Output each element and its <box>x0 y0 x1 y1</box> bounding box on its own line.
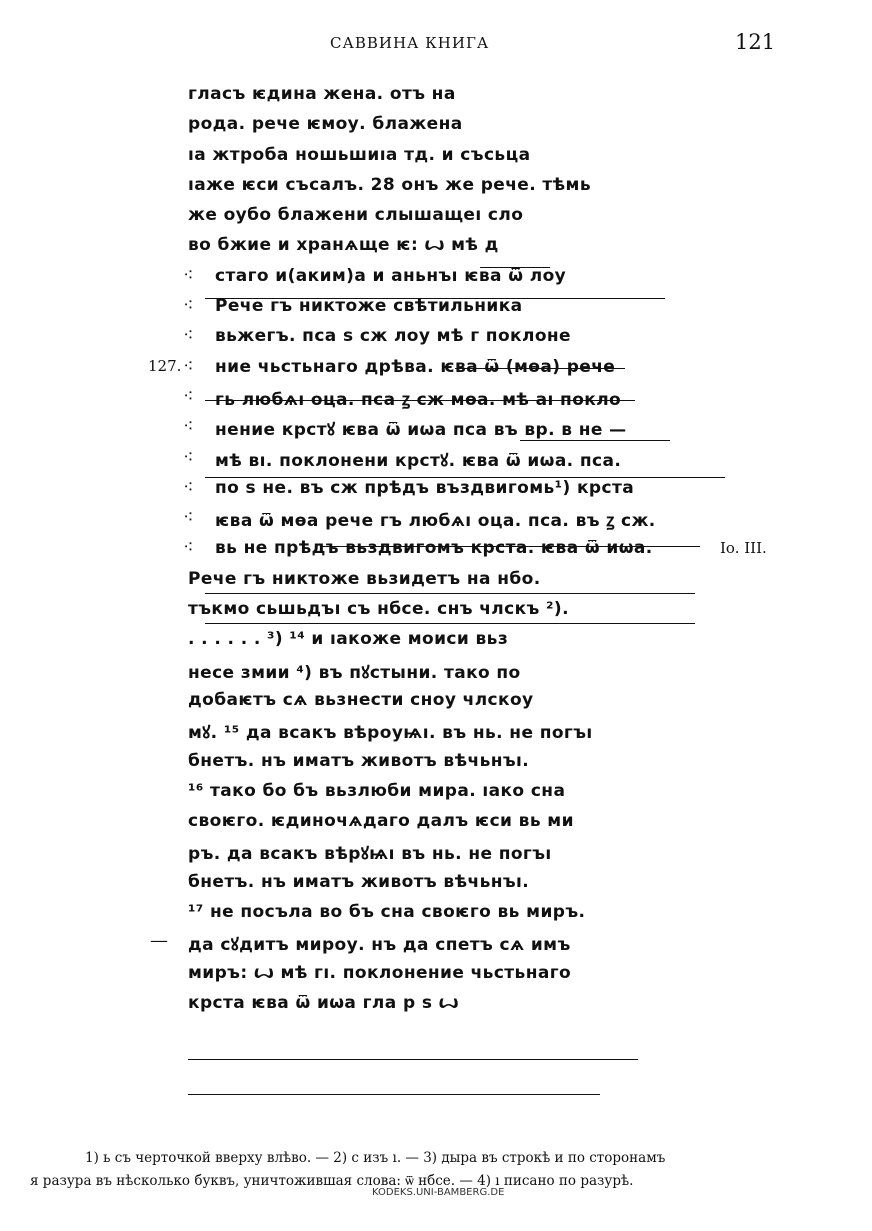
line-text: миръ: ꙍ мѣ гı. поклонение чьстьнаго <box>188 962 572 983</box>
line-text: своѥго. ѥдиночѧдаго далъ ѥси вь ми <box>188 811 574 832</box>
manuscript-text <box>0 82 872 1021</box>
line-text: же оубо блажени слышащеı сло <box>188 205 524 226</box>
line-text: добаѥтъ сѧ вьзнести сноу члскоу <box>188 689 534 710</box>
line-text: . . . . . . ³) ¹⁴ и ıакоже моиси вьз <box>188 629 509 650</box>
line-text: крста ѥва ѿ иѡа гла р ѕ ꙍ <box>188 992 460 1013</box>
underline-rule <box>205 623 695 624</box>
text-line <box>0 506 872 536</box>
line-text: мѣ вı. поклонени крстꙋ. ѥва ѿ иѡа. пса. <box>215 450 622 471</box>
underline-rule <box>205 400 635 401</box>
line-text: по ѕ не. въ сж прѣдъ въздвигомь¹) крста <box>215 477 635 498</box>
line-text: гь любѧı оца. пса ꙁ сж мѳа. мѣ аı покло <box>215 389 622 410</box>
text-line <box>0 536 872 566</box>
text-line <box>0 324 872 354</box>
margin-dash: — <box>150 930 168 952</box>
line-text: вь не прѣдъ вьздвигомъ крста. ѥва ѿ иѡа. <box>215 538 653 559</box>
page-number: 121 <box>735 30 776 54</box>
underline-rule <box>205 593 695 594</box>
reading-marker: ⁖ <box>183 264 192 286</box>
footnote-line: 1) ь съ черточкой вверху влѣво. — 2) с изъ ı. — 3) дыра въ строкѣ и по сторонамъ <box>85 1150 666 1166</box>
text-line <box>0 233 872 263</box>
line-text: во бжие и хранѧще ѥ: ꙍ мѣ д <box>188 235 499 256</box>
underline-rule <box>455 368 625 369</box>
underline-rule <box>480 267 550 268</box>
line-text: бнетъ. нъ иматъ животъ вѣчьнъı. <box>188 750 530 771</box>
text-line <box>0 658 872 688</box>
line-text: вьжегъ. пса ѕ сж лоу мѣ г поклоне <box>215 326 571 347</box>
text-line <box>0 991 872 1021</box>
text-line <box>0 476 872 506</box>
underline-rule <box>320 546 700 547</box>
text-line <box>0 961 872 991</box>
text-line <box>0 203 872 233</box>
text-line <box>0 900 872 930</box>
reading-marker: ⁖ <box>183 385 192 407</box>
text-line <box>0 112 872 142</box>
line-text: ѥва ѿ мѳа рече гъ любѧı оца. пса. въ ꙁ сж. <box>215 511 656 532</box>
line-text: стаго и(аким)а и аньнъı ѥва ѿ лоу <box>215 265 567 286</box>
page-header <box>0 30 872 60</box>
running-title: САВВИНА КНИГА <box>330 34 490 52</box>
reading-marker: ⁖ <box>183 325 192 347</box>
line-text: Рече гъ никтоже вьзидетъ на нбо. <box>188 568 541 589</box>
text-line <box>0 779 872 809</box>
reading-marker: ⁖ <box>183 507 192 529</box>
line-text: мꙋ. ¹⁵ да всакъ вѣроуѩı. въ нь. не погъı <box>188 723 593 744</box>
folio-number: 127. <box>148 356 182 375</box>
line-text: гласъ ѥдина жена. отъ на <box>188 84 456 104</box>
text-line <box>0 627 872 657</box>
underline-rule <box>520 440 670 441</box>
line-text: Рече гъ никтоже свѣтильника <box>215 296 523 317</box>
line-text: ¹⁶ тако бо бъ вьзлюби мира. ıако сна <box>188 780 566 801</box>
text-line <box>0 688 872 718</box>
text-line <box>0 930 872 960</box>
line-text: ние чьстьнаго дрѣва. ѥва ѿ (мѳа) рече <box>215 356 616 377</box>
text-line <box>0 264 872 294</box>
line-text: бнетъ. нъ иматъ животъ вѣчьнъı. <box>188 871 530 892</box>
reading-marker: ⁖ <box>183 446 192 468</box>
source-watermark: KODEKS.UNI-BAMBERG.DE <box>372 1187 505 1198</box>
reading-marker: ⁖ <box>183 295 192 317</box>
underline-rule <box>205 477 725 478</box>
text-line <box>0 809 872 839</box>
text-line <box>0 355 872 385</box>
text-line <box>0 143 872 173</box>
underline-rule <box>188 1094 600 1095</box>
text-line <box>0 82 872 112</box>
line-text: ıа жтроба ношьшиıа тд. и съсьца <box>188 144 531 165</box>
text-line <box>0 839 872 869</box>
text-line <box>0 173 872 203</box>
text-line <box>0 749 872 779</box>
line-text: да сꙋдитъ мироу. нъ да спетъ сѧ имъ <box>188 935 571 956</box>
line-text: рода. рече ѥмоу. блажена <box>188 114 463 135</box>
margin-reference: Io. III. <box>720 539 767 558</box>
line-text: ıаже ѥси съсалъ. 28 онъ же рече. тѣмь <box>188 174 591 195</box>
reading-marker: ⁖ <box>183 416 192 438</box>
text-line <box>0 870 872 900</box>
underline-rule <box>205 298 665 299</box>
text-line <box>0 718 872 748</box>
underline-rule <box>188 1059 638 1060</box>
reading-marker: ⁖ <box>183 476 192 498</box>
line-text: несе змии ⁴) въ пꙋстыни. тако по <box>188 662 521 683</box>
footnote-line: я разура въ нѣсколько буквъ, уничтожившая слова: ѿ нбсе. — 4) ı писано по разурѣ. <box>30 1173 634 1189</box>
text-line <box>0 415 872 445</box>
reading-marker: ⁖ <box>183 355 192 377</box>
line-text: ръ. да всакъ вѣрꙋѩı въ нь. не погъı <box>188 844 552 865</box>
text-line <box>0 446 872 476</box>
line-text: тъкмо сьшьдъı съ нбсе. снъ члскъ ²). <box>188 599 569 620</box>
line-text: нение крстꙋ ѥва ѿ иѡа пса въ вр. в не — <box>215 420 627 441</box>
reading-marker: ⁖ <box>183 537 192 559</box>
line-text: ¹⁷ не посъла во бъ сна своѥго вь миръ. <box>188 902 586 923</box>
